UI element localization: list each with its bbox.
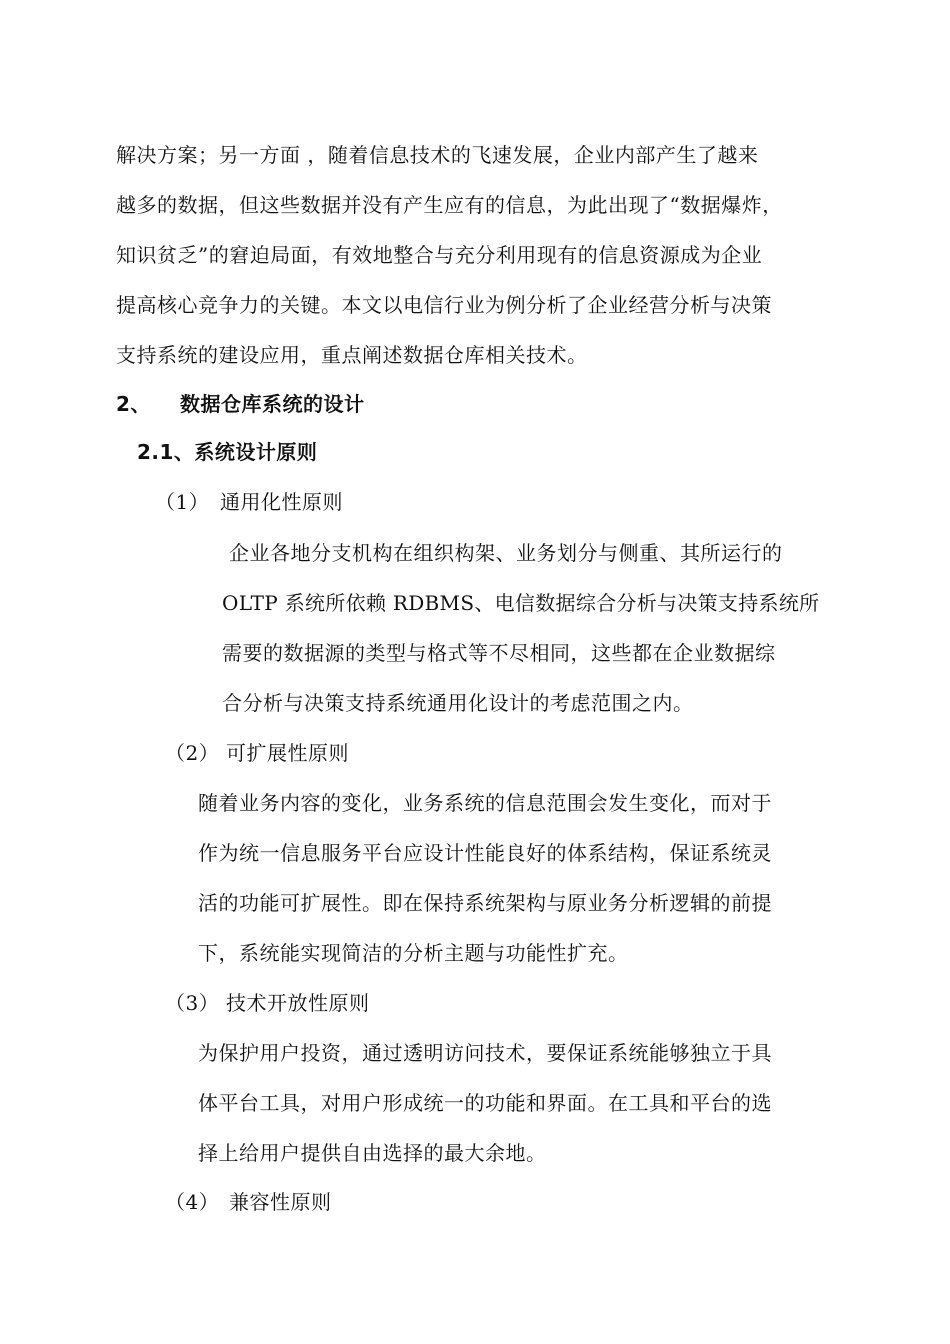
principle-1-line-1: 企业各地分支机构在组织构架、业务划分与侧重、其所运行的: [229, 541, 783, 565]
section-2-1-title: 2.1、系统设计原则: [137, 440, 318, 464]
intro-line-1: 解决方案；另一方面 ，随着信息技术的飞速发展，企业内部产生了越来: [116, 143, 759, 167]
intro-line-4: 提高核心竞争力的关键。本文以电信行业为例分析了企业经营分析与决策: [116, 293, 772, 317]
principle-2-number: （2）: [165, 741, 220, 765]
section-2-number: 2、: [116, 392, 151, 416]
principle-2-line-1: 随着业务内容的变化，业务系统的信息范围会发生变化，而对于: [198, 791, 772, 815]
section-2-title: 数据仓库系统的设计: [180, 392, 365, 416]
intro-line-5: 支持系统的建设应用，重点阐述数据仓库相关技术。: [116, 343, 588, 367]
principle-4-number: （4）: [165, 1190, 220, 1214]
principle-1-line-2: OLTP 系统所依赖 RDBMS、电信数据综合分析与决策支持系统所: [222, 591, 820, 615]
principle-2-line-4: 下，系统能实现简洁的分析主题与功能性扩充。: [198, 941, 629, 965]
principle-4-title: 兼容性原则: [229, 1190, 332, 1214]
intro-line-2: 越多的数据，但这些数据并没有产生应有的信息，为此出现了“数据爆炸，: [116, 193, 783, 217]
principle-2-title: 可扩展性原则: [226, 741, 349, 765]
principle-3-title: 技术开放性原则: [226, 991, 370, 1015]
principle-3-line-1: 为保护用户投资，通过透明访问技术，要保证系统能够独立于具: [198, 1041, 772, 1065]
principle-1-number: （1）: [155, 490, 210, 514]
principle-3-line-2: 体平台工具，对用户形成统一的功能和界面。在工具和平台的选: [198, 1091, 772, 1115]
intro-line-3: 知识贫乏”的窘迫局面，有效地整合与充分利用现有的信息资源成为企业: [116, 243, 763, 267]
principle-3-number: （3）: [165, 991, 220, 1015]
principle-3-line-3: 择上给用户提供自由选择的最大余地。: [198, 1141, 547, 1165]
principle-1-line-4: 合分析与决策支持系统通用化设计的考虑范围之内。: [222, 691, 694, 715]
principle-1-title: 通用化性原则: [220, 490, 343, 514]
principle-2-line-3: 活的功能可扩展性。即在保持系统架构与原业务分析逻辑的前提: [198, 891, 772, 915]
principle-1-line-3: 需要的数据源的类型与格式等不尽相同，这些都在企业数据综: [222, 641, 776, 665]
principle-2-line-2: 作为统一信息服务平台应设计性能良好的体系结构，保证系统灵: [198, 841, 772, 865]
